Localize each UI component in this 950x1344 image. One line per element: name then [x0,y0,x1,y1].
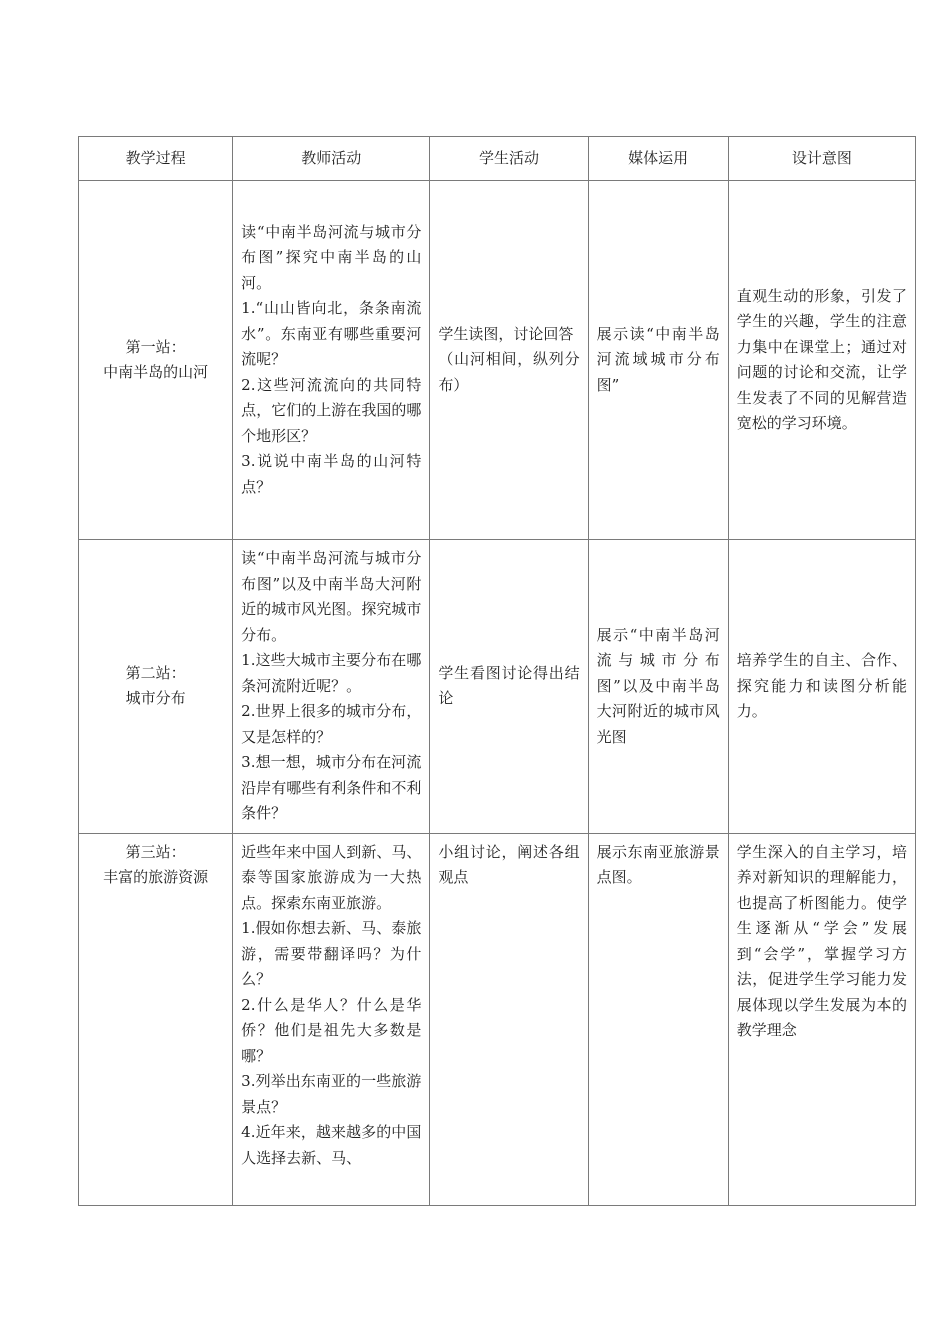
design-intent-cell [728,833,915,1205]
student-activity-cell [430,540,588,834]
stage-title: 中南半岛的山河 [103,363,209,381]
table-row [79,181,916,540]
stage-label: 第一站： [125,337,186,356]
design-intent-cell [728,540,915,834]
student-activity-text: 小组讨论，阐述各组观点 [438,842,580,886]
header-row [79,137,916,181]
teacher-question: 1.假如你想去新、马、泰旅游，需要带翻译吗？为什么？ [241,919,422,988]
header-teacher-activity: 教师活动 [233,137,430,181]
design-intent-text: 学生深入的自主学习，培养对新知识的理解能力，也提高了析图能力。使学生逐渐从“学会”发展到“会学”，掌握学习方法，促进学生学习能力发展体现以学生发展为本的教学理念 [736,842,907,1039]
teacher-question: 2.什么是华人？什么是华侨？他们是祖先大多数是哪？ [241,995,422,1065]
stage-label: 第三站： [125,842,186,861]
header-student-activity: 学生活动 [430,137,588,181]
stage-cell [79,181,233,540]
teacher-intro: 读“中南半岛河流与城市分布图”探究中南半岛的山河。 [241,222,422,292]
student-activity-text: 学生读图，讨论回答 [438,324,574,343]
media-use-cell [588,181,728,540]
header-stage: 教学过程 [79,137,233,181]
teacher-intro: 读“中南半岛河流与城市分布图”以及中南半岛大河附近的城市风光图。探究城市分布。 [241,549,422,644]
student-activity-note: （山河相间，纵列分布） [438,350,580,394]
student-activity-cell [430,833,588,1205]
student-activity-text: 学生看图讨论得出结论 [438,663,580,708]
teacher-question: 1.这些大城市主要分布在哪条河流附近呢？。 [241,651,422,695]
media-use-cell [588,833,728,1205]
design-intent-cell [728,181,915,540]
teacher-activity-cell [233,833,430,1205]
stage-label: 第二站： [125,663,186,682]
stage-title: 丰富的旅游资源 [103,868,209,886]
table-row [79,833,916,1205]
design-intent-text: 直观生动的形象，引发了学生的兴趣，学生的注意力集中在课堂上；通过对问题的讨论和交流，让学生发表了不同的见解营造宽松的学习环境。 [736,286,907,432]
teacher-question: 3.说说中南半岛的山河特点？ [241,452,422,496]
stage-cell [79,833,233,1205]
teacher-question: 2.世界上很多的城市分布，又是怎样的？ [241,702,422,746]
design-intent-text: 培养学生的自主、合作、探究能力和读图分析能力。 [736,651,907,720]
media-use-text: 展示读“中南半岛河流域城市分布图” [596,324,720,394]
stage-title: 城市分布 [125,689,186,708]
header-design-intent: 设计意图 [728,137,915,181]
teacher-question: 1.“山山皆向北，条条南流水”。东南亚有哪些重要河流呢？ [241,299,422,369]
teacher-question: 2.这些河流流向的共同特点，它们的上游在我国的哪个地形区？ [241,375,422,445]
table-row [79,540,916,834]
teacher-question: 3.想一想，城市分布在河流沿岸有哪些有利条件和不利条件？ [241,753,422,822]
teacher-activity-cell [233,181,430,540]
student-activity-cell [430,181,588,540]
teacher-intro: 近些年来中国人到新、马、泰等国家旅游成为一大热点。探索东南亚旅游。 [241,842,422,912]
header-media-use: 媒体运用 [588,137,728,181]
media-use-text: 展示“中南半岛河流与城市分布图”以及中南半岛大河附近的城市风光图 [596,625,720,746]
media-use-cell [588,540,728,834]
lesson-plan-table [78,136,916,1206]
teacher-question: 4.近年来，越来越多的中国人选择去新、马、 [241,1123,422,1167]
teacher-question: 3.列举出东南亚的一些旅游景点？ [241,1072,422,1116]
stage-cell [79,540,233,834]
teacher-activity-cell [233,540,430,834]
media-use-text: 展示东南亚旅游景点图。 [596,842,720,886]
